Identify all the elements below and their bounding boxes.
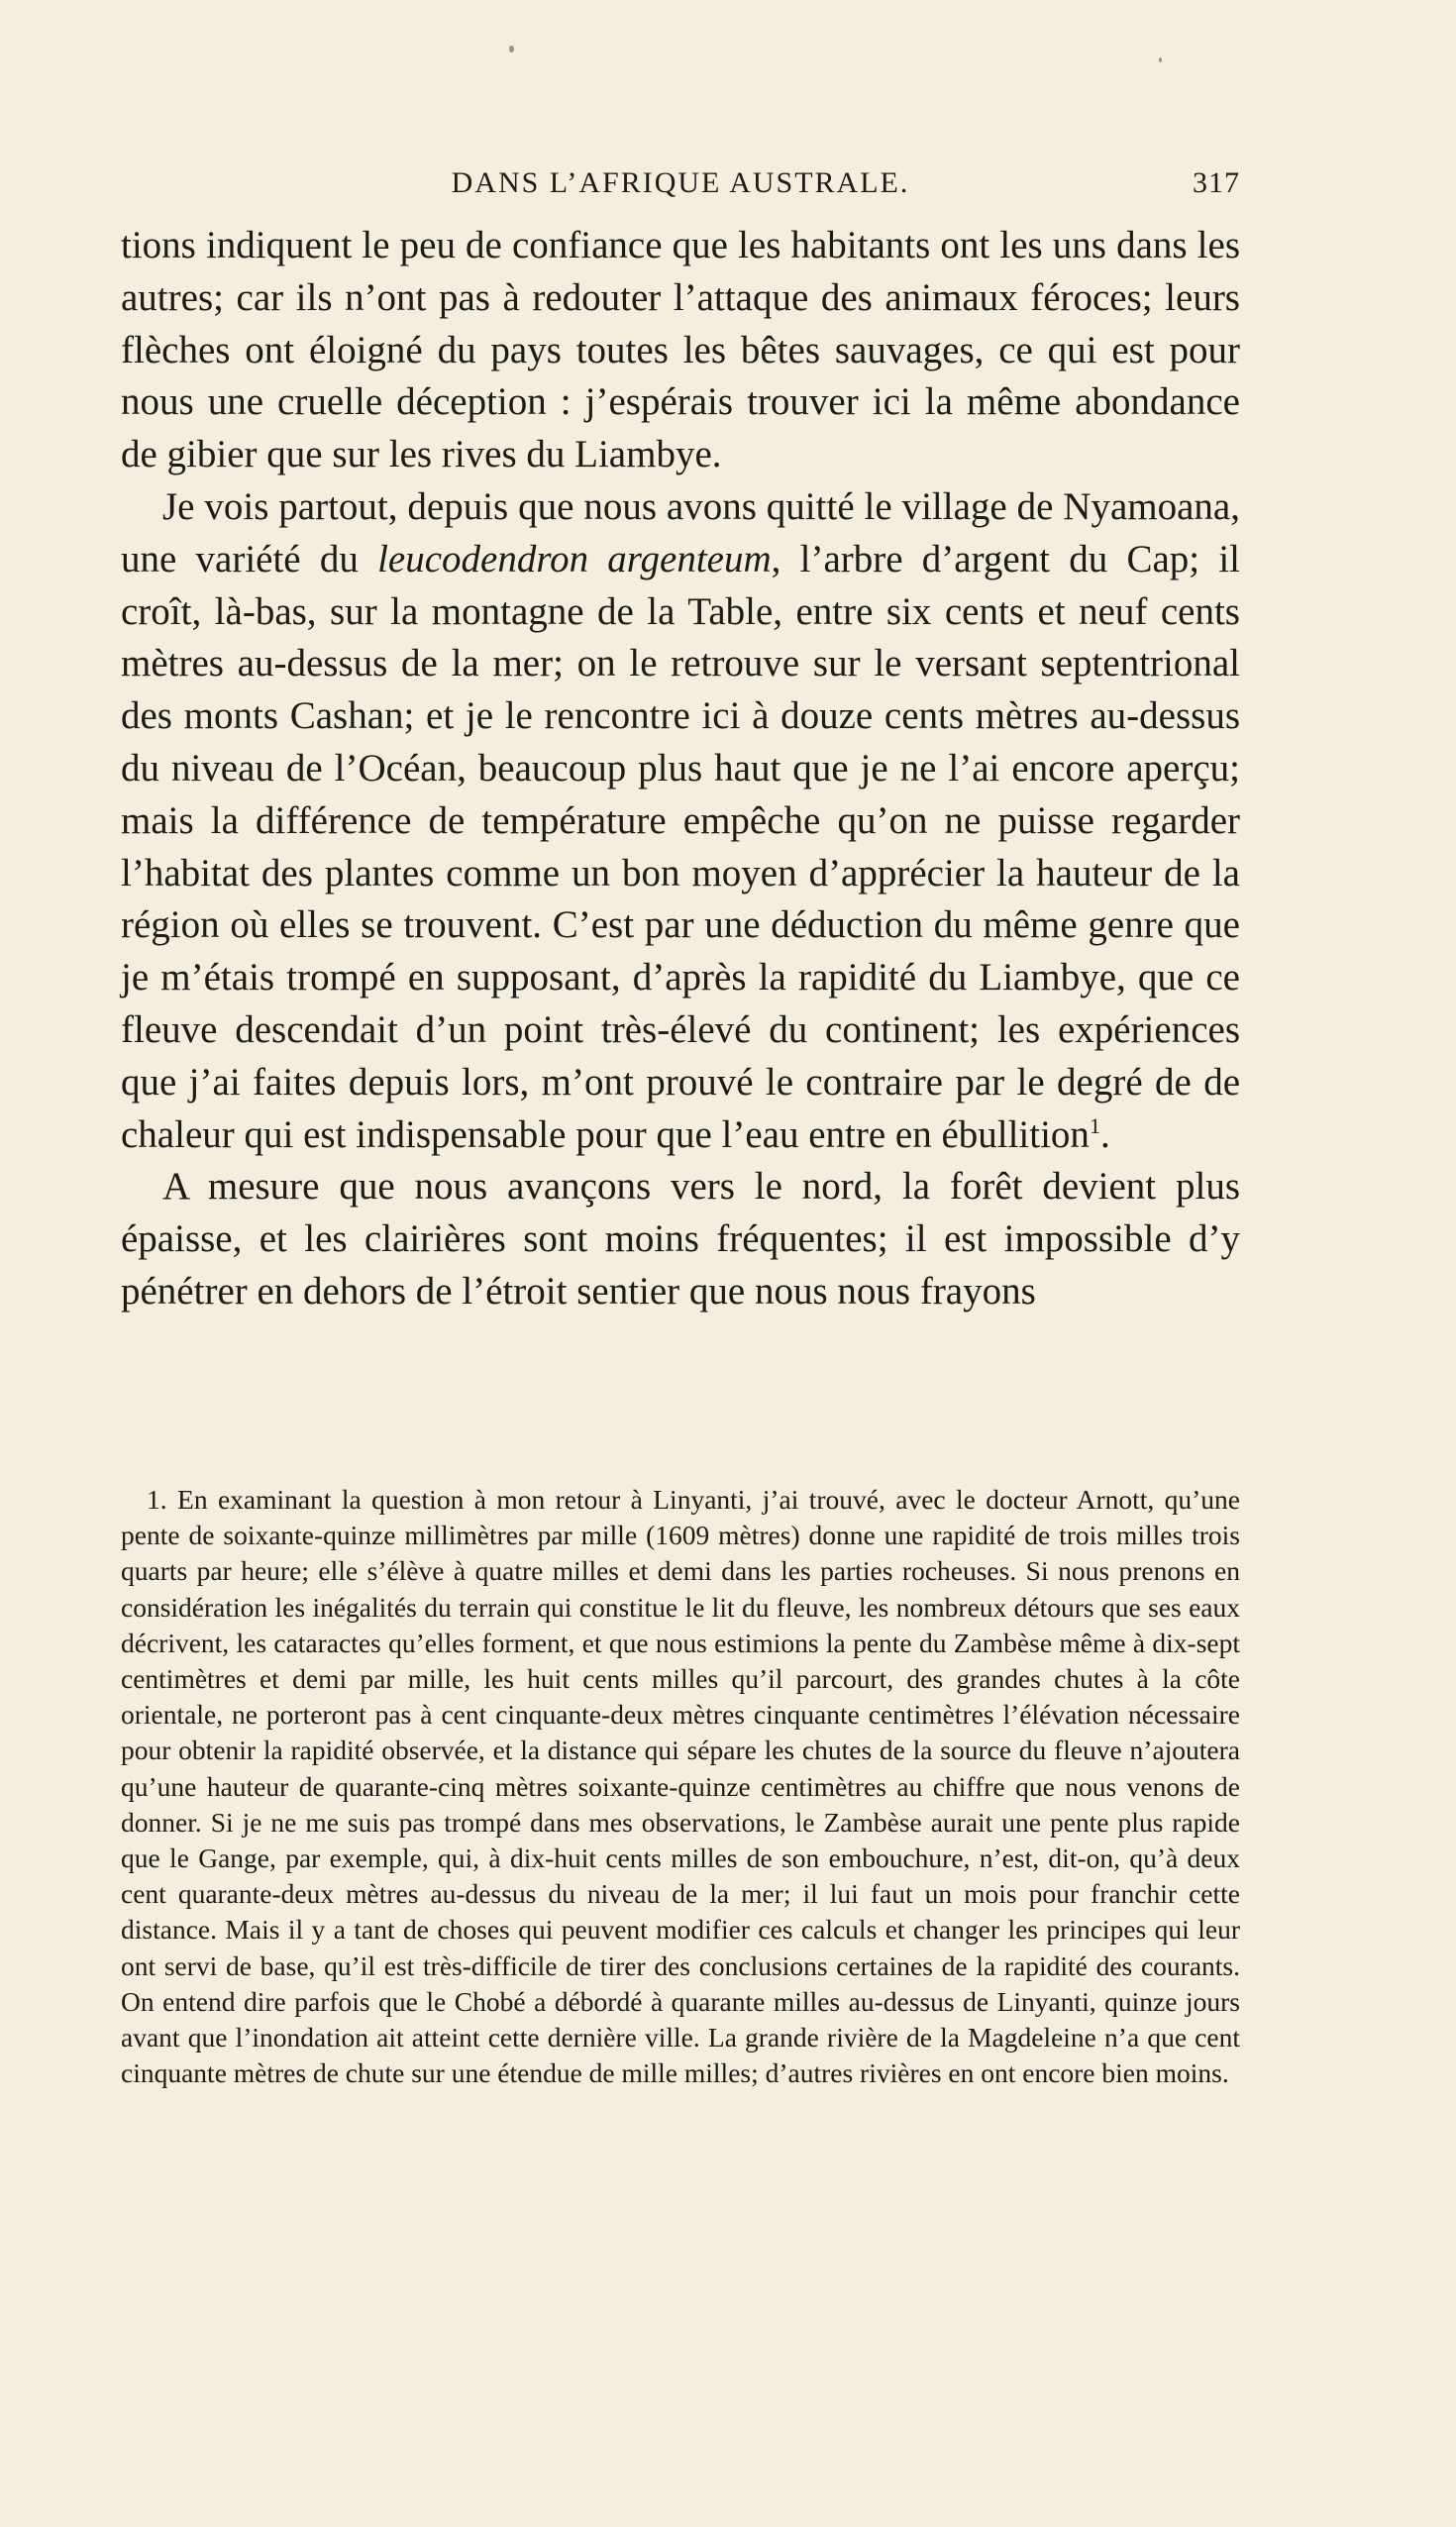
footnote-text: En examinant la question à mon retour à Linyanti, j’ai trouvé, avec le docteur Arnott, qu’une pente de soixante-quinze millimètres par mille (1609 mètres) donne une rapidité de trois milles trois quarts par heure; elle s’élève à quatre milles et demi dans les parties rocheuses. Si nous prenons en considération les inégalités du terrain qui constitue le lit du fleuve, les nombreux détours que ses eaux décrivent, les cataractes qu’elles forment, et que nous estimions la pente du Zambèse même à dix-sept centimètres et demi par mille, les huit cents milles qu’il parcourt, des grandes chutes à la côte orientale, ne porteront pas à cent cinquante-deux mètres cinquante centimètres l’élévation nécessaire pour obtenir la rapidité observée, et la distance qui sépare les chutes de la source du fleuve n’ajoutera qu’une hauteur de quarante-cinq mètres soixante-quinze centimètres au chiffre que nous venons de donner. Si je ne me suis pas trompé dans mes observations, le Zambèse aurait une pente plus rapide que le Gange, par exemple, qui, à dix-huit cents milles de son embouchure, n’est, dit-on, qu’à deux cent quarante-deux mètres au-dessus du niveau de la mer; il lui faut un mois pour franchir cette distance. Mais il y a tant de choses qui peuvent modifier ces calculs et changer les principes qui leur ont servi de base, qu’il est très-difficile de tirer des conclusions certaines de la rapidité des courants. On entend dire parfois que le Chobé a débordé à quarante milles au-dessus de Linyanti, quinze jours avant que l’inondation ait atteint cette dernière ville. La grande rivière de la Magdeleine n’a que cent cinquante mètres de chute sur une étendue de mille milles; d’autres rivières en ont encore bien moins.: [121, 1484, 1241, 2089]
paragraph-text: Je vois partout, depuis que nous avons quitté le village de Nyamoana, une variété du: [121, 484, 1240, 580]
paragraph-text: , l’arbre d’argent du Cap; il croît, là-bas, sur la montagne de la Table, entre six cents et neuf cents mètres au-dessus de la mer; on le retrouve sur le versant septentrional des monts Cashan; et je le rencontre ici à douze cents mètres au-dessus du niveau de l’Océan, beaucoup plus haut que je ne l’ai encore aperçu; mais la différence de température empêche qu’on ne puisse regarder l’habitat des plantes comme un bon moyen d’apprécier la hauteur de la région où elles se trouvent. C’est par une déduction du même genre que je m’étais trompé en supposant, d’après la rapidité du Liambye, que ce fleuve descendait d’un point très-élevé du continent; les expériences que j’ai faites depuis lors, m’ont prouvé le contraire par le degré de de chaleur qui est indispensable pour que l’eau entre en ébullition: [121, 537, 1240, 1156]
footnote-number: 1.: [147, 1484, 167, 1515]
paragraph: tions indiquent le peu de confiance que les habitants ont les uns dans les autres; car ils n’ont pas à redouter l’attaque des animaux féroces; leurs flèches ont éloigné du pays toutes les bêtes sauvages, ce qui est pour nous une cruelle déception : j’espérais trouver ici la même abondance de gibier que sur les rives du Liambye.: [121, 224, 1240, 476]
footnote-reference[interactable]: 1: [1089, 1112, 1100, 1138]
paper-speck: [1159, 57, 1162, 62]
paragraph: A mesure que nous avançons vers le nord, la forêt devient plus épaisse, et les clairières sont moins fréquentes; il est impossible d’y pénétrer en dehors de l’étroit sentier que nous nous frayons: [121, 1165, 1240, 1313]
paragraph-text: .: [1099, 1112, 1110, 1156]
page-number: 317: [1193, 166, 1240, 199]
page-header: [121, 166, 1240, 210]
running-title: DANS L’AFRIQUE AUSTRALE.: [451, 166, 910, 199]
footnotes: [121, 1482, 1240, 2091]
body-text: [121, 220, 1240, 1318]
paragraph: [121, 481, 1240, 1161]
footnote: [121, 1482, 1240, 2091]
paper-speck: [509, 46, 514, 53]
species-name: leucodendron argenteum: [377, 537, 772, 580]
